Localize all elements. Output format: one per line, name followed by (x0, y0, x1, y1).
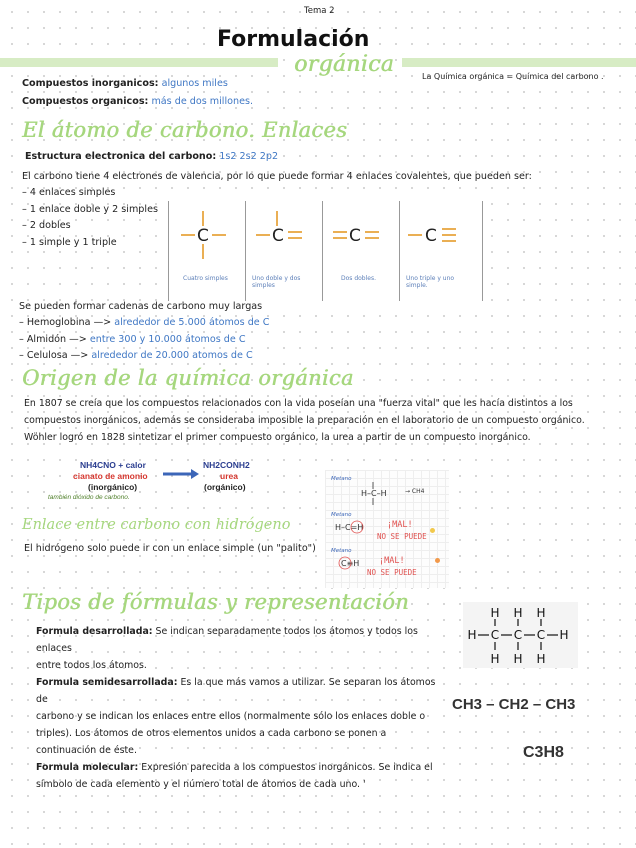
count-inorganic: Compuestos inorganicos: algunos miles (22, 78, 228, 89)
reaction-product-type: (orgánico) (204, 482, 246, 492)
bond-type-item: – 1 simple y 1 triple (22, 236, 117, 248)
carbon-symbol: C (349, 226, 361, 246)
section-heading-formulas: Tipos de fórmulas y representación (22, 590, 409, 614)
svg-text:H: H (536, 652, 546, 666)
bond-types-list (22, 185, 158, 251)
carbon-symbol: C (425, 226, 437, 246)
bond-figure-caption: Uno triple y uno simple. (406, 275, 455, 289)
svg-text:H: H (513, 606, 523, 620)
note-methane-formula: → CH4 (405, 488, 425, 495)
bond-type-item: – 2 dobles (22, 220, 71, 231)
reaction-reactant-name: cianato de amonio (73, 471, 148, 481)
hydrogen-bond-text: El hidrógeno solo puede ir con un enlace simple (un "palito") (24, 543, 316, 554)
chain-item: – Celulosa —> alrededor de 20.000 atomos de C (19, 350, 253, 361)
origin-paragraph (24, 395, 585, 446)
semidesarrollada-formula: CH3 – CH2 – CH3 (452, 696, 576, 713)
page-title: Formulación (217, 27, 370, 52)
page-title-accent: orgánica (294, 52, 395, 77)
bond-type-item: – 1 enlace doble y 2 simples (22, 203, 158, 215)
reaction-reactant-formula: NH4CNO + calor (80, 460, 146, 470)
propane-structure-icon (463, 602, 578, 668)
svg-text:H: H (559, 628, 569, 642)
bond-figure-two-double (322, 201, 397, 301)
svg-text:H: H (490, 606, 500, 620)
svg-text:C: C (513, 628, 523, 642)
note-warning: ¡MAL! (379, 556, 405, 566)
reaction-product-formula: NH2CONH2 (203, 460, 250, 470)
svg-text:H: H (467, 628, 477, 642)
bond-figure-double-single (245, 201, 320, 301)
bond-figures (168, 201, 483, 301)
carbon-triple-single-icon (400, 201, 480, 271)
carbon-two-double-icon (323, 201, 397, 271)
svg-text:H–C–H: H–C–H (361, 489, 387, 498)
carbon-four-single-icon (169, 201, 243, 271)
carbon-double-single-icon (246, 201, 320, 271)
svg-text:C≡H: C≡H (341, 559, 360, 568)
chain-item: – Hemoglobina —> alrededor de 5.000 átomos de C (19, 317, 270, 328)
svg-text:C: C (536, 628, 546, 642)
svg-text:H: H (536, 606, 546, 620)
title-stripe-right (402, 58, 636, 67)
propane-structural-formula (463, 602, 578, 668)
carbon-symbol: C (272, 226, 284, 246)
svg-text:H–C=H: H–C=H (335, 523, 364, 532)
svg-text:C: C (490, 628, 500, 642)
note-label: Metano (331, 548, 352, 554)
note-warning: NO SE PUEDE (367, 568, 417, 577)
methane-notes (325, 470, 449, 588)
note-dot-icon (430, 528, 435, 533)
origin-line: compuestos inorgánicos, además se consideraba imposible la preparación en el laboratorio de un compuesto orgánico. (24, 415, 585, 426)
note-warning: ¡MAL! (387, 520, 413, 530)
reaction-product-name: urea (220, 471, 238, 481)
reaction-reactant-type: (inorgánico) (88, 482, 138, 492)
svg-text:H: H (490, 652, 500, 666)
bond-figure-caption: Dos dobles. (341, 275, 377, 282)
note-warning: NO SE PUEDE (377, 532, 427, 541)
topic-label: Tema 2 (304, 6, 335, 16)
bond-type-item: – 4 enlaces simples (22, 187, 116, 198)
section-heading-ch-bond: Enlace entre carbono con hidrógeno (22, 517, 291, 533)
structure-line: Estructura electronica del carbono: 1s2 2s2 2p2 (25, 151, 279, 162)
molecular-formula: C3H8 (523, 744, 564, 761)
reaction-arrow-icon (163, 468, 199, 480)
urea-reaction (48, 460, 308, 515)
side-note: La Química orgánica = Química del carbono . (422, 72, 604, 81)
note-dot-icon (435, 558, 440, 563)
title-stripe-left (0, 58, 278, 67)
chains-list (19, 315, 269, 365)
origin-line: En 1807 se creía que los compuestos relacionados con la vida poseían una "fuerza vital" que les hacía distintos a los (24, 398, 573, 409)
note-label: Metano (331, 512, 352, 518)
note-label: Metano (331, 476, 352, 482)
reaction-note: también dióxido de carbono. (48, 494, 130, 501)
chains-intro: Se pueden formar cadenas de carbono muy largas (19, 301, 263, 312)
bond-figure-caption: Cuatro simples (183, 275, 228, 282)
valence-intro: El carbono tiene 4 electrones de valencia, por lo que puede formar 4 enlaces covalentes, que pueden ser: (22, 171, 532, 182)
svg-text:H: H (513, 652, 523, 666)
bond-figure-caption: Uno doble y dos simples (252, 275, 301, 289)
formula-type-item: Formula molecular: Expresión parecida a los compuestos inorgánicos. Se indica el símbolo de cada elemento y el número total de átomos de cada uno. ' (36, 762, 433, 790)
count-organic: Compuestos organicos: más de dos millones. (22, 96, 254, 107)
bond-figure-four-single (168, 201, 243, 301)
formula-types-list (36, 623, 441, 793)
chain-item: – Almidón —> entre 300 y 10.000 átomos de C (19, 333, 246, 345)
carbon-symbol: C (197, 226, 209, 246)
origin-line: Wöhler logró en 1828 sintetizar el primer compuesto orgánico, la urea a partir de un compuesto inorgánico. (24, 432, 531, 443)
formula-type-item: Formula semidesarrollada: Es la que más vamos a utilizar. Se separan los átomos de carbono y se indican los enlaces entre ellos (normalmente sólo los enlaces doble o triples). Los átomos de otros elementos unidos a cada carbono se ponen a continuación de éste. (36, 677, 436, 756)
section-heading-carbon: El átomo de carbono. Enlaces (22, 118, 348, 142)
bond-figure-triple-single (399, 201, 483, 301)
section-heading-origin: Origen de la química orgánica (22, 366, 354, 390)
formula-type-item: Formula desarrollada: Se indican separadamente todos los átomos y todos los enlaces entre todos los átomos. (36, 626, 418, 671)
methane-correct-icon (347, 480, 407, 506)
